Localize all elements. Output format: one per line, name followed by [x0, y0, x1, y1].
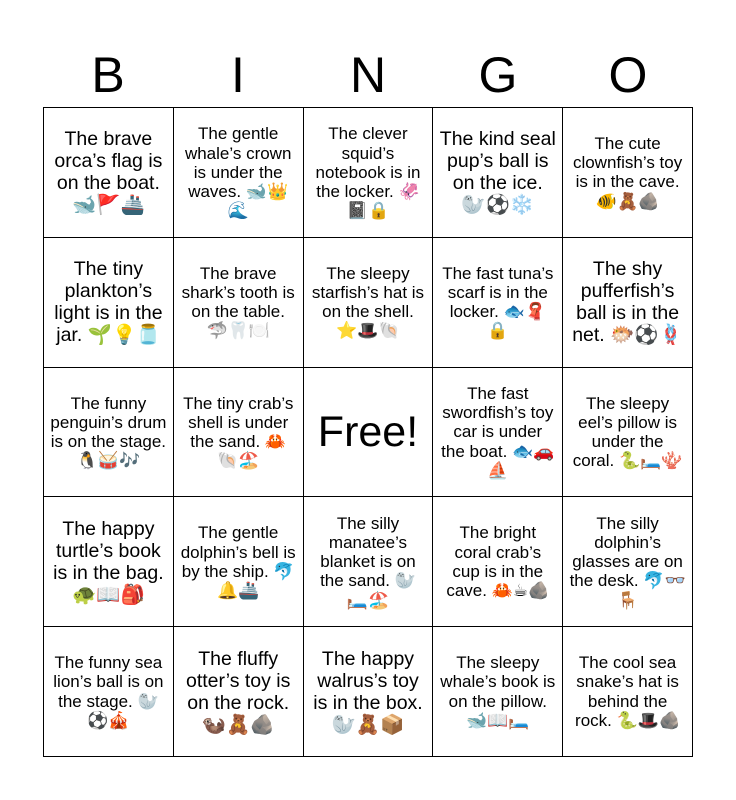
cell-text: The happy turtle’s book is in the bag. 🐢📖🎒: [53, 517, 164, 606]
cell-text: The brave shark’s tooth is on the table. 🦈🦷🍽️: [181, 263, 295, 341]
bingo-cell: [433, 627, 563, 757]
cell-text: The cute clownfish’s toy is in the cave. 🐠🧸🪨: [572, 133, 683, 211]
header-letter-o: O: [608, 47, 648, 103]
cell-text: The cool sea snake’s hat is behind the rock. 🐍🎩🪨: [575, 653, 681, 730]
cell-text: The brave orca’s flag is on the boat. 🐋🚩🚢: [54, 128, 163, 217]
cell-text: The kind seal pup’s ball is on the ice. 🦭⚽❄️: [439, 128, 556, 217]
bingo-cell: [174, 238, 304, 368]
cell-text: The funny penguin’s drum is on the stage. 🐧🥁🎶: [50, 393, 167, 471]
bingo-cell: [174, 108, 304, 238]
bingo-cell: [174, 368, 304, 498]
bingo-card-grid: [43, 107, 693, 757]
bingo-cell: [174, 497, 304, 627]
cell-text: The gentle dolphin’s bell is by the ship. 🐬🔔🚢: [180, 523, 296, 600]
cell-text: The sleepy whale’s book is on the pillow. 🐋📖🛏️: [440, 653, 556, 730]
bingo-header: [43, 44, 693, 106]
bingo-cell: [563, 497, 693, 627]
free-space-cell: [304, 368, 434, 498]
cell-text: The shy pufferfish’s ball is in the net. 🐡⚽🪢: [572, 258, 683, 347]
cell-text: The sleepy eel’s pillow is under the coral. 🐍🛏️🪸: [572, 393, 683, 471]
cell-text: The tiny crab’s shell is under the sand. 🦀🐚🏖️: [183, 393, 294, 471]
bingo-cell: [44, 108, 174, 238]
cell-text: The silly manatee’s blanket is on the sand. 🦭🛏️🏖️: [320, 513, 416, 610]
bingo-cell: [433, 497, 563, 627]
cell-text: The sleepy starfish’s hat is on the shell. ⭐🎩🐚: [311, 263, 425, 341]
bingo-cell: [433, 238, 563, 368]
bingo-cell: [304, 497, 434, 627]
cell-text: The silly dolphin’s glasses are on the desk. 🐬👓🪑: [569, 513, 686, 610]
bingo-cell: [433, 108, 563, 238]
bingo-cell: [563, 238, 693, 368]
cell-text: The gentle whale’s crown is under the waves. 🐋👑🌊: [184, 124, 292, 221]
bingo-cell: [563, 108, 693, 238]
bingo-cell: [304, 238, 434, 368]
cell-text: The clever squid’s notebook is in the locker. 🦑📓🔒: [315, 124, 421, 221]
bingo-cell: [44, 497, 174, 627]
cell-text: The fast tuna’s scarf is in the locker. 🐟🧣🔒: [442, 263, 554, 341]
bingo-cell: [304, 627, 434, 757]
free-space-label: Free!: [317, 407, 419, 456]
bingo-cell: [433, 368, 563, 498]
cell-text: The funny sea lion’s ball is on the stage. 🦭⚽🎪: [53, 653, 164, 730]
cell-text: The tiny plankton’s light is in the jar. 🌱💡🫙: [54, 258, 163, 347]
bingo-cell: [44, 238, 174, 368]
bingo-cell: [304, 108, 434, 238]
bingo-cell: [563, 368, 693, 498]
bingo-cell: [174, 627, 304, 757]
bingo-cell: [44, 627, 174, 757]
header-letter-n: N: [349, 47, 387, 103]
bingo-cell: [44, 368, 174, 498]
header-letter-g: G: [478, 47, 518, 103]
bingo-cell: [563, 627, 693, 757]
cell-text: The happy walrus’s toy is in the box. 🦭🧸📦: [313, 647, 423, 736]
cell-text: The fast swordfish’s toy car is under the boat. 🐟🚗⛵: [441, 383, 555, 480]
cell-text: The bright coral crab’s cup is in the cave. 🦀☕🪨: [446, 523, 550, 600]
header-letter-i: I: [231, 47, 245, 103]
header-letter-b: B: [91, 47, 125, 103]
cell-text: The fluffy otter’s toy is on the rock. 🦦🧸🪨: [185, 647, 291, 736]
